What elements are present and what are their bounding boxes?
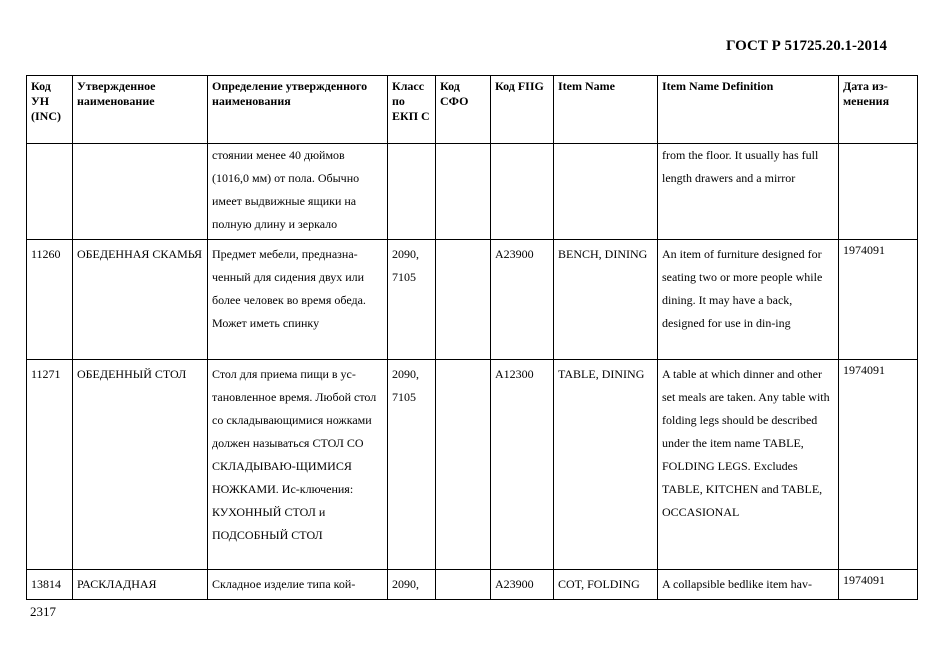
col-header-item-definition: Item Name Definition (658, 76, 839, 144)
cell-sfo (436, 360, 491, 570)
cell-item-name: BENCH, DINING (554, 240, 658, 360)
col-header-date: Дата из-менения (839, 76, 918, 144)
cell-definition: Предмет мебели, предназна-ченный для сидения двух или более человек во время обеда. Может иметь спинку (208, 240, 388, 360)
cell-definition: Складное изделие типа кой- (208, 570, 388, 600)
cell-name (73, 144, 208, 240)
cell-fiig: A12300 (491, 360, 554, 570)
cell-item-definition: A table at which dinner and other set meals are taken. Any table with folding legs should be described under the item name TABLE, FOLDING LEGS. Excludes TABLE, KITCHEN and TABLE, OCCASIONAL (658, 360, 839, 570)
cell-definition: Стол для приема пищи в ус-тановленное время. Любой стол со складывающимися ножками должен называться СТОЛ СО СКЛАДЫВАЮ-ЩИМИСЯ НОЖКАМИ. Ис-ключения: КУХОННЫЙ СТОЛ и ПОДСОБНЫЙ СТОЛ (208, 360, 388, 570)
cell-sfo (436, 570, 491, 600)
cell-item-name: COT, FOLDING (554, 570, 658, 600)
table-header-row (27, 76, 918, 144)
col-header-name: Утвержденное наименование (73, 76, 208, 144)
cell-inc: 11260 (27, 240, 73, 360)
col-header-inc: Код УН (INC) (27, 76, 73, 144)
cell-item-definition: from the floor. It usually has full length drawers and a mirror (658, 144, 839, 240)
cell-class: 2090, (388, 570, 436, 600)
table-row (27, 144, 918, 240)
col-header-class: Класс по ЕКП С (388, 76, 436, 144)
cell-date: 1974091 (839, 240, 918, 360)
col-header-fiig: Код FIIG (491, 76, 554, 144)
cell-inc (27, 144, 73, 240)
cell-fiig (491, 144, 554, 240)
cell-definition: стоянии менее 40 дюймов (1016,0 мм) от пола. Обычно имеет выдвижные ящики на полную длину и зеркало (208, 144, 388, 240)
cell-sfo (436, 240, 491, 360)
table-row (27, 570, 918, 600)
cell-class: 2090, 7105 (388, 360, 436, 570)
cell-item-definition: A collapsible bedlike item hav- (658, 570, 839, 600)
cell-name: ОБЕДЕННЫЙ СТОЛ (73, 360, 208, 570)
cell-class (388, 144, 436, 240)
cell-inc: 13814 (27, 570, 73, 600)
cell-item-name: TABLE, DINING (554, 360, 658, 570)
table-row (27, 360, 918, 570)
col-header-sfo: Код СФО (436, 76, 491, 144)
cell-fiig: A23900 (491, 240, 554, 360)
cell-inc: 11271 (27, 360, 73, 570)
cell-date: 1974091 (839, 570, 918, 600)
page-number: 2317 (30, 604, 56, 619)
cell-name: РАСКЛАДНАЯ (73, 570, 208, 600)
table-row (27, 240, 918, 360)
document-title: ГОСТ Р 51725.20.1-2014 (725, 38, 887, 54)
classification-table (26, 75, 918, 600)
cell-date (839, 144, 918, 240)
cell-sfo (436, 144, 491, 240)
cell-class: 2090, 7105 (388, 240, 436, 360)
cell-name: ОБЕДЕННАЯ СКАМЬЯ (73, 240, 208, 360)
cell-item-definition: An item of furniture designed for seating two or more people while dining. It may have a back, designed for use in din-ing (658, 240, 839, 360)
cell-fiig: A23900 (491, 570, 554, 600)
cell-date: 1974091 (839, 360, 918, 570)
col-header-item-name: Item Name (554, 76, 658, 144)
col-header-definition: Определение утвержденного наименования (208, 76, 388, 144)
cell-item-name (554, 144, 658, 240)
